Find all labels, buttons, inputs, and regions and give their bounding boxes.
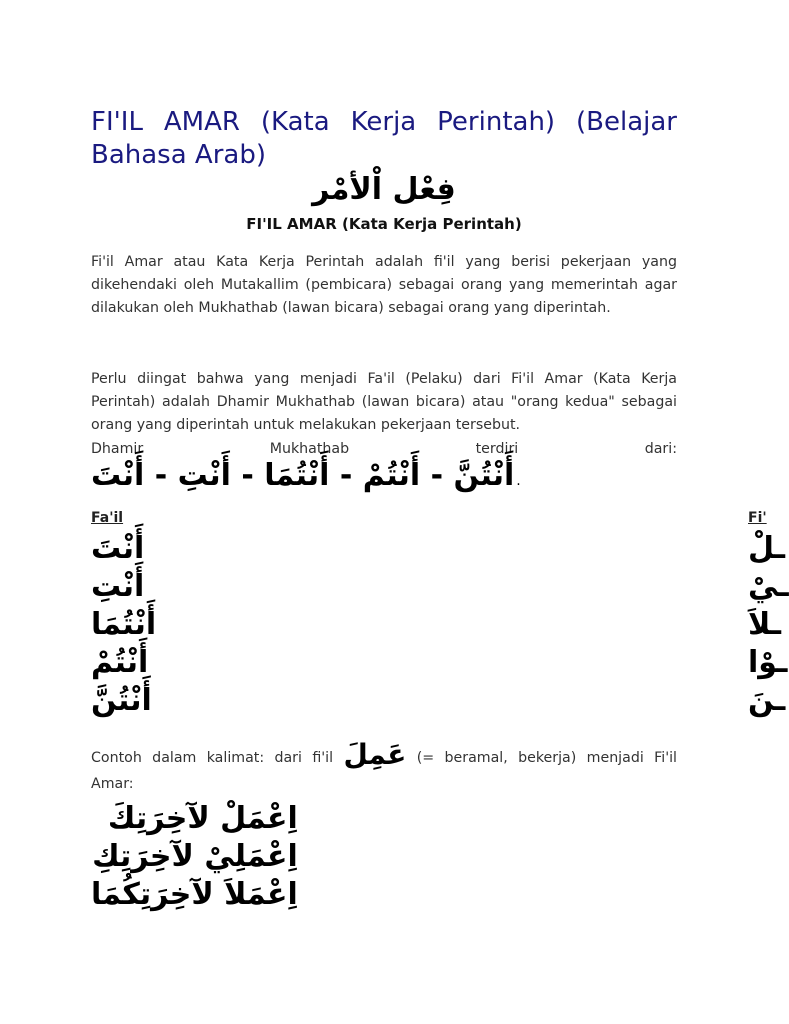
example-sentences [91,800,298,914]
example-before: Contoh dalam kalimat: dari fi'il [91,750,334,766]
subtitle: FI'IL AMAR (Kata Kerja Perintah) [246,215,522,233]
pronoun-list [91,454,677,503]
list-item: اِعْمَلِيْ لآخِرَتِكِ [92,839,298,874]
example-line-1 [91,738,677,771]
fail-paragraph-text: Perlu diingat bahwa yang menjadi Fa'il (Pelaku) dari Fi'il Amar (Kata Kerja Perintah) adalah Dhamir Mukhathab (lawan bicara) atau "orang kedua" sebagai orang yang diperintah untuk melakukan pekerjaan tersebut. [91,371,677,434]
list-item: أَنْتَ [91,531,145,566]
fail-column-header: Fa'il [91,510,124,526]
list-item: ـوْا [748,645,788,680]
example-arabic-verb: عَمِلَ [343,738,407,771]
intro-paragraph: Fi'il Amar atau Kata Kerja Perintah adalah fi'il yang berisi pekerjaan yang dikehendaki oleh Mutakallim (pembicara) sebagai orang yang memerintah agar dilakukan oleh Mukhathab (lawan bicara) sebagai orang yang diperintah. [91,254,677,317]
fiil-column-header: Fi' [748,510,767,526]
page-title: FI'IL AMAR (Kata Kerja Perintah) (Belajar Bahasa Arab) [91,107,677,170]
list-item: ـنَ [748,683,786,718]
example-after-line2: Amar: [91,776,134,792]
arabic-heading: فِعْل اْلأمْر [312,172,456,207]
fail-column-list [91,530,156,720]
list-item: اِعْمَلْ لآخِرَتِكَ [107,801,298,836]
fiil-column-list [748,530,789,720]
pronoun-list-arabic: أَنْتُنَّ - أَنْتُمْ - أَنْتُمَا - أَنْتِ - أَنْتَ [91,458,515,493]
list-item: أَنْتُمْ [91,645,149,680]
list-item: أَنْتُمَا [91,607,157,642]
fail-paragraph [91,368,677,461]
list-item: ـلاَ [748,607,782,642]
example-paragraph [91,738,677,797]
pronoun-list-end: . [516,473,521,489]
list-item: ـلْ [748,531,786,566]
list-item: اِعْمَلاَ لآخِرَتِكُمَا [91,877,298,912]
fail-paragraph-last-line: Dhamir Mukhathab terdiri dari: [91,440,677,457]
list-item: أَنْتُنَّ [91,683,152,718]
example-after: (= beramal, bekerja) menjadi Fi'il [416,750,677,766]
list-item: ـيْ [748,569,789,604]
list-item: أَنْتِ [91,569,145,604]
